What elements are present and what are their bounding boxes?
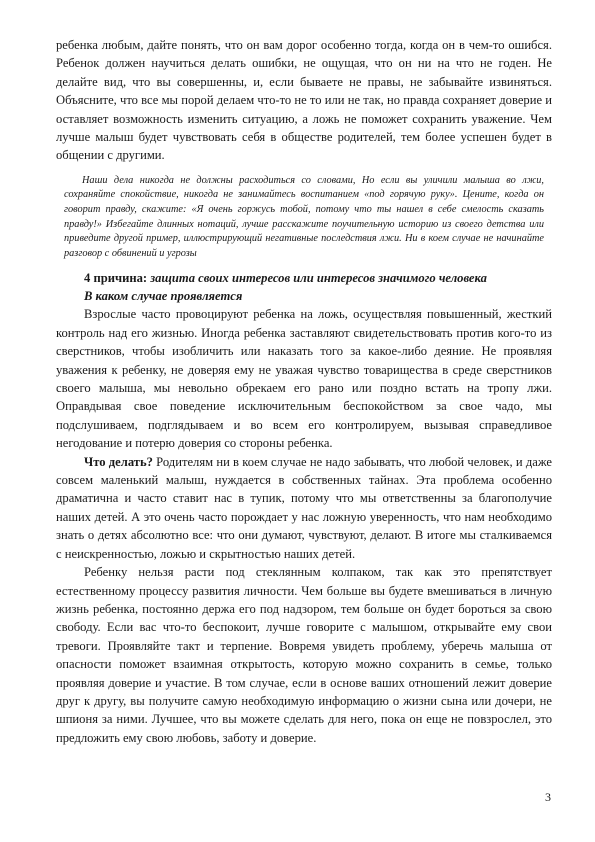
paragraph-glass-bell: Ребенку нельзя расти под стеклянным колпаком, так как это препятствует естественному процессу развития личности. Чем больше вы будете вмешиваться в личную жизнь ребенка, постоянно держа его под надзором, тем больше он будет бороться за свою свободу. Если вас что-то беспокоит, лучше говорите с малышом, открывайте ему свои тревоги. Проявляйте такт и терпение. Вовремя увидеть проблему, уберечь малыша от опасности поможет взаимная открытость, которую можно сохранить в семье, только проявляя доверие и участие. В том случае, если в основе ваших отношений лежит доверие друг к другу, вы получите самую необходимую информацию о жизни сына или дочери, не шпионя за ними. Лучшее, что вы можете сделать для него, пока он еще не повзрослел, это предложить ему свою любовь, заботу и доверие.	[56, 565, 552, 745]
paragraph-when: Взрослые часто провоцируют ребенка на ложь, осуществляя повышенный, жесткий контроль над его жизнью. Иногда ребенка заставляют свидетельствовать против кого-то из сверстников, чтобы изобличить или наказать того за какое-либо деяние. Не проявляя уважения к ребенку, не доверяя ему не уважая чувство товарищества в среде сверстников своего малыша, мы невольно обрекаем его рано или поздно встать на тропу лжи. Оправдывая свое поведение исключительным беспокойством за свое чадо, мы подслушиваем, подглядываем и во всем его контролируем, вызывая справедливое негодование и потерю доверия со стороны ребенка.	[56, 307, 552, 451]
cause-heading	[56, 269, 552, 287]
paragraph-continuation: ребенка любым, дайте понять, что он вам дорог особенно тогда, когда он в чем-то ошибся. Ребенок должен научиться делать ошибки, не ощущая, что он ни на что не годен. Не делайте вид, что вы совершенны, и, если бываете не правы, не забывайте извиняться. Объясните, что все мы порой делаем что-то не то или не так, но правда сохраняет доверие и оставляет возможность изменить ситуацию, а ложь не поможет сохранить уважение. Чем лучше малыш будет чувствовать себя в обществе родителей, тем более успешен будет в общении с другими.	[56, 38, 552, 163]
sub-heading-when: В каком случае проявляется	[84, 289, 243, 304]
page-number: 3	[545, 790, 551, 804]
paragraph-what-to-do	[56, 453, 552, 563]
cause-number: 4 причина:	[84, 271, 151, 286]
what-to-do-text: Родителям ни в коем случае не надо забывать, что любой человек, и даже совсем маленький малыш, нуждается в собственных тайнах. Эта проблема особенно драматична и часто ставит нас в тупик, потому что мы ответственны за благополучие наших детей. А это очень часто порождает у нас ложную уверенность, что нам необходимо знать о детях абсолютно все: что они думают, чувствуют, делают. В итоге мы сталкиваемся с неискренностью, ложью и скрытностью наших детей.	[56, 454, 552, 561]
italic-advice-note: Наши дела никогда не должны расходиться со словами, Но если вы уличили малыша во лжи, сохраняйте спокойствие, никогда не занимайтесь воспитанием «под горячую руку». Цените, когда он говорит правду, скажите: «Я очень горжусь тобой, потому что ты нашел в себе смелость сказать правду!» Избегайте длинных нотаций, лучше расскажите поучительную историю из своего детства или приведите другой пример, иллюстрирующий негативные последствия лжи. Ни в коем случае не начинайте разговор с обвинений и угрозы	[64, 174, 544, 259]
cause-title: защита своих интересов или интересов значимого человека	[150, 271, 487, 286]
what-to-do-label: Что делать?	[84, 454, 153, 469]
page-content	[56, 36, 552, 747]
